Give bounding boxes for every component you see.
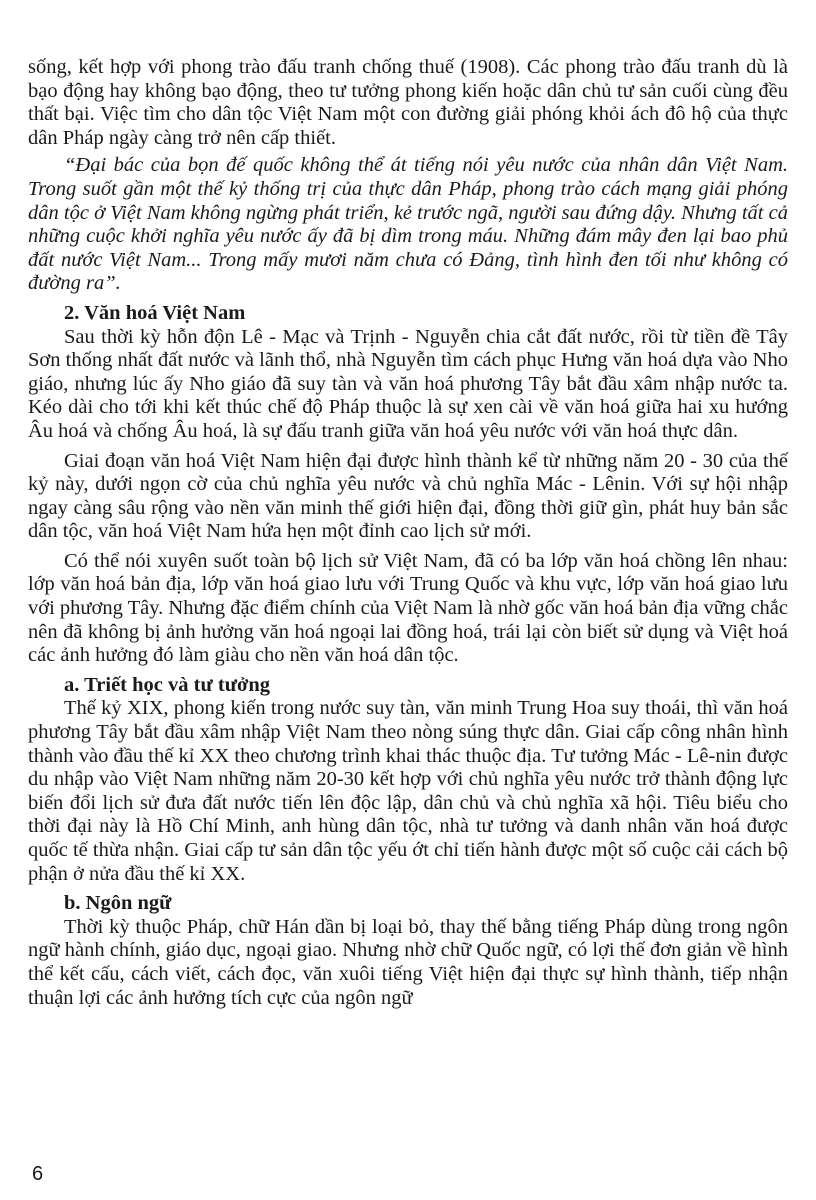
body-paragraph: Giai đoạn văn hoá Việt Nam hiện đại được hình thành kể từ những năm 20 - 30 của thế kỷ này, dưới ngọn cờ của chủ nghĩa yêu nước và chủ nghĩa Mác - Lênin. Với sự hội nhập ngay càng sâu rộng vào nền văn minh thế giới hiện đại, đồng thời giữ gìn, phát huy bản sắc dân tộc, văn hoá Việt Nam hứa hẹn một đỉnh cao lịch sử mới.: [28, 449, 788, 543]
quote-paragraph: “Đại bác của bọn đế quốc không thể át tiếng nói yêu nước của nhân dân Việt Nam. Trong suốt gần một thế kỷ thống trị của thực dân Pháp, phong trào cách mạng giải phóng dân tộc ở Việt Nam không ngừng phát triển, kẻ trước ngã, người sau đứng dậy. Nhưng tất cả những cuộc khởi nghĩa yêu nước ấy đã bị dìm trong máu. Những đám mây đen lại bao phủ đất nước Việt Nam... Trong mấy mươi năm chưa có Đảng, tình hình đen tối như không có đường ra”.: [28, 154, 788, 295]
body-paragraph: Sau thời kỳ hỗn độn Lê - Mạc và Trịnh - Nguyễn chia cắt đất nước, rồi từ tiền đề Tây Sơn thống nhất đất nước và lãnh thổ, nhà Nguyễn tìm cách phục Hưng văn hoá dựa vào Nho giáo, nhưng lúc ấy Nho giáo đã suy tàn và văn hoá phương Tây bắt đầu xâm nhập nước ta. Kéo dài cho tới khi kết thúc chế độ Pháp thuộc là sự xen cài về văn hoá giữa hai xu hướng Âu hoá và chống Âu hoá, là sự đấu tranh giữa văn hoá yêu nước với văn hoá thực dân.: [28, 325, 788, 442]
body-paragraph: Có thể nói xuyên suốt toàn bộ lịch sử Việt Nam, đã có ba lớp văn hoá chồng lên nhau: lớp văn hoá bản địa, lớp văn hoá giao lưu với Trung Quốc và khu vực, lớp văn hoá giao lưu với phương Tây. Nhưng đặc điểm chính của Việt Nam là nhờ gốc văn hoá bản địa vững chắc nên đã không bị ảnh hưởng văn hoá ngoại lai đồng hoá, trái lại còn biết sử dụng và Việt hoá các ảnh hưởng đó làm giàu cho nền văn hoá dân tộc.: [28, 549, 788, 667]
body-paragraph: Thời kỳ thuộc Pháp, chữ Hán dần bị loại bỏ, thay thế bằng tiếng Pháp dùng trong ngôn ngữ hành chính, giáo dục, ngoại giao. Nhưng nhờ chữ Quốc ngữ, có lợi thế đơn giản về hình thể kết cấu, cách viết, cách đọc, văn xuôi tiếng Việt hiện đại thực sự hình thành, tiếp nhận thuận lợi các ảnh hưởng tích cực của ngôn ngữ: [28, 915, 788, 1009]
subsection-heading-ngon-ngu: b. Ngôn ngữ: [64, 892, 172, 915]
text-column: [28, 56, 788, 1010]
intro-paragraph: sống, kết hợp với phong trào đấu tranh chống thuế (1908). Các phong trào đấu tranh dù là bạo động hay không bạo động, theo tư tưởng phong kiến hoặc dân chủ tư sản cuối cùng đều thất bại. Việc tìm cho dân tộc Việt Nam một con đường giải phóng khỏi ách đô hộ của thực dân Pháp ngày càng trở nên cấp thiết.: [28, 56, 788, 149]
subsection-heading-triet-hoc: a. Triết học và tư tưởng: [64, 673, 271, 696]
page-number: 6: [32, 1163, 44, 1185]
body-paragraph: Thế kỷ XIX, phong kiến trong nước suy tàn, văn minh Trung Hoa suy thoái, thì văn hoá phương Tây bắt đầu xâm nhập Việt Nam theo nòng súng thực dân. Giai cấp công nhân hình thành vào đầu thế kỉ XX theo chương trình khai thác thuộc địa. Tư tưởng Mác - Lê-nin được du nhập vào Việt Nam những năm 20-30 kết hợp với chủ nghĩa yêu nước trở thành động lực biến đổi lịch sử đưa đất nước tiến lên độc lập, dân chủ và chủ nghĩa xã hội. Tiêu biểu cho thời đại này là Hồ Chí Minh, anh hùng dân tộc, nhà tư tưởng và danh nhân văn hoá được quốc tế thừa nhận. Giai cấp tư sản dân tộc yếu ớt chỉ tiến hành được một số cuộc cải cách bộ phận ở nửa đầu thế kỉ XX.: [28, 697, 788, 885]
section-heading-van-hoa: 2. Văn hoá Việt Nam: [64, 301, 246, 324]
